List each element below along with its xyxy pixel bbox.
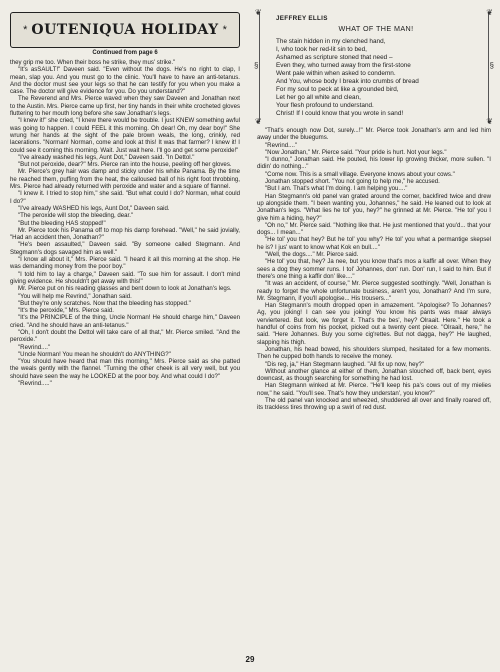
paragraph: Jonathan, his head bowed, his shoulders slumped, hesitated for a few moments. Then he cupped both hands to receive the money. xyxy=(257,345,491,361)
poem-line: Ashamed as scripture stoned that need – xyxy=(276,54,393,61)
poem-box xyxy=(254,8,494,126)
paragraph: "I've already washed his legs, Aunt Dot," Daveen said. "In Dettol." xyxy=(18,153,195,161)
paragraph: "I dunno," Jonathan said. He pouted, his lower lip growing thicker, more sullen. "I didin' do nothing..." xyxy=(257,156,491,171)
left-column xyxy=(10,12,240,387)
poem-line: Went pale within when asked to condemn. xyxy=(276,70,396,77)
paragraph: "The peroxide will stop the bleeding, dear." xyxy=(18,212,134,220)
paragraph: "Revrind...." xyxy=(265,141,298,149)
continued-note: Continued from page 6 xyxy=(92,50,158,56)
paragraph: they grip me too. When their boss he strike, they mus' strike." xyxy=(10,59,176,66)
paragraph: "Well, the dogs...." Mr. Pierce said. xyxy=(265,251,359,259)
paragraph: "But I am. That's what I'm doing. I am helping you...." xyxy=(265,185,408,193)
paragraph: Mr. Pierce's grey hair was damp and sticky under his white Panama. By the time he reached them, puffing from the heat, the calloused ball of his right foot throbbing, Mrs. Pierce had already returned with peroxide and water and a square of flannel. xyxy=(10,168,240,191)
poem-line: And You, whose body I break into crumbs of bread xyxy=(276,78,419,85)
poem-line: For my soul to peck at like a grounded bird, xyxy=(276,86,399,93)
paragraph: "I know all about it," Mrs. Pierce said. "I heard it all this morning at the shop. He was demanding money from the poor boy." xyxy=(10,256,240,271)
poem-line: Even they, who turned away from the first-stone xyxy=(276,62,411,69)
paragraph: "It's asSAULT!" Daveen said. "Even without the dogs. He's no right to clap, I mean, slap you. And you must go to the clinic. You'll have to have an anti-tetanus. And the doctor must see your legs so that he can testify for you when you make a case. The doctor will give evidence for you. Do you understand?" xyxy=(10,66,240,96)
page-number: 29 xyxy=(245,655,255,664)
poem-line: I, who took her red-lit sin to bed, xyxy=(276,46,367,53)
paragraph: "You should have heard that man this morning," Mrs. Pierce said as she patted the weals gently with the flannel. "Turning the other cheek is all very well, but you should have seen the way he LOOKED at the poor boy. And what could I do?" xyxy=(10,358,240,380)
paragraph: "It's the peroxide," Mrs. Pierce said. xyxy=(18,307,114,315)
paragraph: Jonathan stopped short. "You not going to help me," he accused. xyxy=(265,178,440,186)
poem-line: Christ! If I could know that you wrote in sand! xyxy=(276,110,404,117)
paragraph: Without another glance at either of them, Jonathan slouched off, back bent, eyes downcast, as though searching for something he had lost. xyxy=(257,367,491,383)
left-body-text xyxy=(10,59,240,387)
poem-line: Let her go all white and clean, xyxy=(276,94,361,101)
paragraph: "But not peroxide, dear?" Mrs. Pierce ran into the house, peeling off her gloves. xyxy=(18,161,232,169)
right-column xyxy=(254,8,494,412)
paragraph: "Oh no," Mr. Pierce said. "Nothing like that. He just mentioned that you'd... that your dogs... I mean..." xyxy=(257,221,491,237)
paragraph: "Oh, I don't doubt the Dettol will take care of all that," Mr. Pierce smiled. "And the peroxide." xyxy=(10,328,240,344)
paragraph: "Revrind....." xyxy=(18,380,52,388)
ornament-icon: ❦ xyxy=(486,117,493,126)
paragraph: "I've already WASHED his legs, Aunt Dot," Daveen said. xyxy=(18,204,170,212)
paragraph: Han Stegmann's old panel van grated around the corner, backfired twice and drew up alongside them. "I been wanting you, Johannes," he said. He leaned out to look at Jonathan's legs. "What lies he tol' you, hey?" he grinned at Mr. Pierce. "He tol' you I give him a hiding, hey?" xyxy=(257,192,491,222)
paragraph: "Now Jonathan," Mr. Pierce said. "Your pride is hurt. Not your legs." xyxy=(265,148,447,156)
poem-title: WHAT OF THE MAN! xyxy=(338,24,414,33)
paragraph: Mr. Pierce put on his reading glasses and bent down to look at Jonathan's legs. xyxy=(18,285,232,293)
paragraph: Han Stegmann winked at Mr. Pierce. "He'll keep his pa's cows out of my mielies now," he said. "You'll see. That's how they understan', you know?" xyxy=(257,382,491,397)
poem-line: The stain hidden in my clenched hand, xyxy=(276,38,386,45)
paragraph: "Uncle Norman! You mean he shouldn't do ANYTHING?" xyxy=(18,350,171,358)
paragraph: Han Stegmann's mouth dropped open in amazement. "Apologise? To Johannes? Ag, you joking! I can see you joking! You know his pants was maar always verviertered. But look, we forget it. That's the bes', hey? Olraait. Here." He took a handful of coins from his pocket, picked out a twenty cent piece. "Olraait, here," he said. "Here Johannes. Buy you some cig'rettes. But not dagga, hey?" He laughed, slapping his thigh. xyxy=(257,302,491,346)
paragraph: "Revrind...." xyxy=(18,343,51,351)
story-title: OUTENIQUA HOLIDAY xyxy=(31,22,219,38)
paragraph: The Reverend and Mrs. Pierce waved when they saw Daveen and Jonathan next to the Austin. Mrs. Pierce came up first, her tiny hands in their white crocheted gloves fluttering to her mouth long before she saw Jonathan's legs. xyxy=(10,95,240,118)
ornament-icon: § xyxy=(489,61,494,71)
paragraph: "I knew it. I tried to stop him," she said. "But what could I do? Norman, what could I do?" xyxy=(10,190,240,205)
star-icon: * xyxy=(222,24,227,36)
ornament-icon: § xyxy=(254,61,259,71)
star-icon: * xyxy=(23,24,28,36)
poem-line: Your flesh profound to understand. xyxy=(276,102,374,109)
poem-header xyxy=(276,15,476,22)
paragraph: "Come now. This is a small village. Everyone knows about your cows." xyxy=(265,170,455,178)
ornament-icon: ❦ xyxy=(255,117,262,126)
right-body-text xyxy=(257,127,491,412)
paragraph: Mr. Pierce took his Panama off to mop his damp forehead. "Well," he said jovially, "Had an accident then, Jonathan?" xyxy=(10,226,240,242)
paragraph: The old panel van knocked and wheezed, shuddered all over and finally roared off, its trackless tires throwing up a swirl of red dust. xyxy=(257,396,491,412)
paragraph: "It's the PRINCIPLE of the thing, Uncle Norman! He should charge him," Daveen cried. "And he should have an anti-tetanus." xyxy=(10,314,240,329)
paragraph: "But the bleeding HAS stopped!" xyxy=(18,219,106,227)
paragraph: "That's enough now Dot, surely...!" Mr. Pierce took Jonathan's arm and led him away under the bluegums. xyxy=(257,127,491,142)
paragraph: "But they're only scratches. Now that the bleeding has stopped." xyxy=(18,299,191,307)
poem-lines xyxy=(276,38,476,118)
ornament-icon: ❦ xyxy=(255,8,262,17)
paragraph: "He tol' you that hey? But he tol' you why? He tol' you what a permantige skepsel he is? I jus' want to know what Kok en bull...." xyxy=(257,236,491,251)
paragraph: "Dis reg, ja," Han Stegmann laughed. "All fix up now, hey?" xyxy=(265,360,425,368)
ornament-icon: ❦ xyxy=(486,8,493,17)
paragraph: "He's been assaulted," Daveen said. "By someone called Stegmann. And Stegmann's dogs savaged him as well." xyxy=(10,241,240,256)
story-header-banner xyxy=(10,12,240,48)
poem-author: JEFFREY ELLIS xyxy=(276,15,328,22)
paragraph: "I told him to lay a charge," Daveen said. "To sue him for assault. I don't mind giving evidence. He shouldn't get away with this!" xyxy=(10,270,240,285)
paragraph: "He tol' you that, hey? Ja nee, but you know that's mos a kaffir all over. When they sees a dog they sommer runs. I tol' Johannes, don' run. Don' run, I said to him. But if there's one thing a kaffir don' like...." xyxy=(257,258,491,280)
paragraph: "I knew it!" she cried, "I knew there would be trouble. I just KNEW something awful was going to happen. I could FEEL it this morning. Oh dear! Oh, my dear boy!" She wrung her hands at the sight of the pale brown weals, the long, crinkly, red lacerations. "Norman! Norman, come and look at this! It was that farmer? I knew it! I could see it coming this morning. Wait. Just wait here. I'll go and get some peroxide!" xyxy=(10,117,240,154)
paragraph: "It was an accident, of course," Mr. Pierce suggested soothingly. "Well, Jonathan is ready to forget the whole unfortunate business, aren't you, Jonathan? And I'm sure, Mr. Stegmann, if you'll apologise... His trousers..." xyxy=(257,280,491,302)
paragraph: "You will help me Revrind," Jonathan said. xyxy=(18,292,132,300)
